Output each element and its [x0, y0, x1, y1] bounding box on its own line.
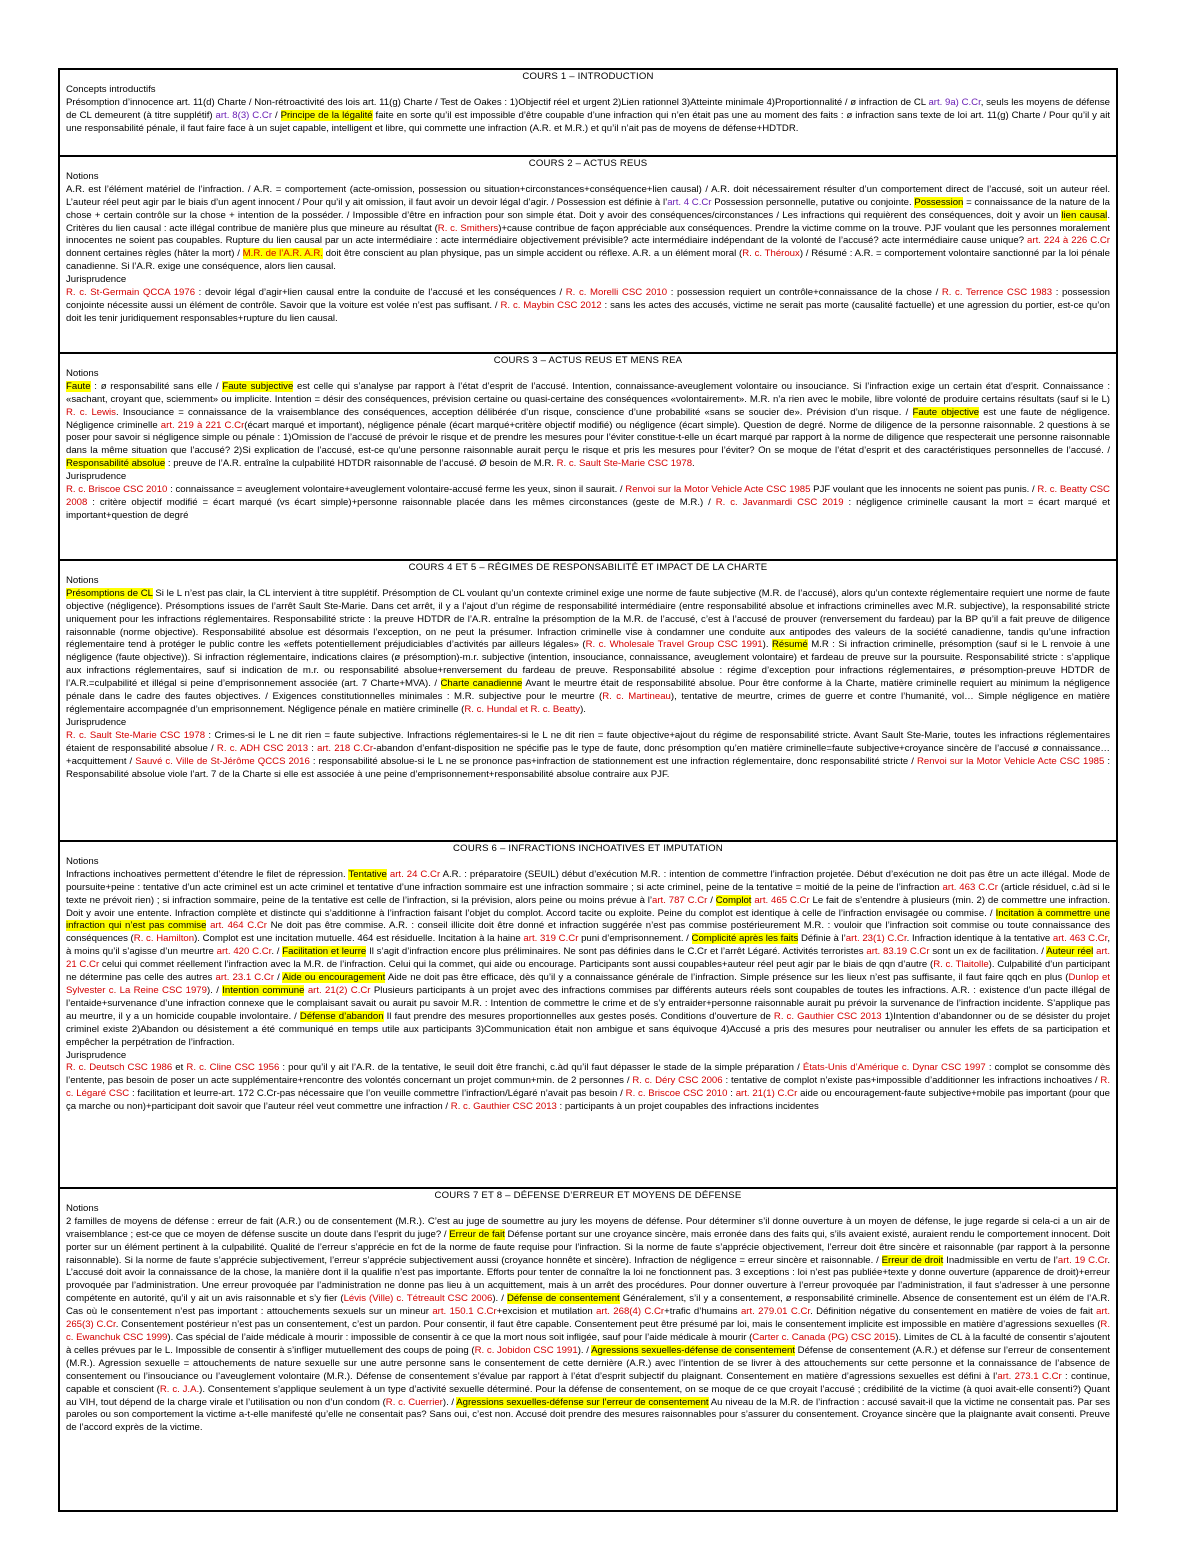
statute-reference: art. 4 C.Cr — [667, 196, 712, 208]
text-run: : sans les actes des accusés, victime ne serait pas morte (causalité factuelle) et une agression du portier, est-ce qu’on doit les tenir juridiquement responsables+rupture du lien causal. — [66, 299, 1110, 324]
case-reference: R. c. Théroux — [742, 248, 800, 260]
highlighted-term: Défense de consentement — [506, 1293, 620, 1305]
text-run: ). Culpabilité d’un participant ne détermine pas celle des autres — [66, 959, 1111, 984]
text-run: Au niveau de la M.R. de l’infraction : accusé savait-il que la victime ne consentait pas. Par ses paroles ou son comportement la victime a-t-elle manifesté qu’elle ne consentait pas? Sans oui, c’est non. Accusé doit prendre des mesures raisonnables pour s’assurer du consentement. Croyance sincère que la plaignante avait consenti. Preuve de l’accord exprès de la victime. — [66, 1396, 1111, 1434]
highlighted-term: Présomptions de CL — [66, 587, 153, 599]
course-section — [58, 352, 1118, 561]
case-reference: R. c. ADH CSC 2013 — [216, 742, 309, 754]
text-run: . Critères du lien causal : acte illégal contribue de manière plus que mineure au résultat ( — [66, 209, 1110, 234]
highlighted-term: Charte canadienne — [440, 678, 523, 690]
highlighted-term: Erreur de droit — [881, 1254, 944, 1266]
case-reference: art. 273.1 C.Cr — [997, 1370, 1062, 1382]
case-reference: R. c. Gauthier CSC 2013 — [450, 1101, 557, 1113]
text-run: 1)Intention d’abandonner ou de se désister du projet criminel existe 2)Abandon ou désistement a été communiqué en temps utile aux participants 3)Communication était non ambigue et sans équivoque 4)Accusé a pris des mesures pour neutraliser ou annuler les effets de sa participation et empêcher la perpétration de l’infraction. — [66, 1010, 1110, 1048]
case-reference: R. c. Sault Ste-Marie CSC 1978 — [556, 458, 693, 470]
case-reference: art. 319 C.Cr — [523, 933, 579, 945]
text-run: M.R : Si infraction criminelle, présomption (sauf si le L renvoie à une négligence (faute objective)). Si infraction réglementaire, indications claires (ø présomption)-m.r. subjective (intention, insouciance, connaissance, aveuglement volontaire) et fardeau de preuve sur la poursuite. Responsabilité stricte : s’applique aux infractions réglementaires, sauf si indication de m.r. ou responsabilité absolue+renversement du fardeau de preuve. Responsabilité absolue : régime d’exception pour infractions réglementaires, ø présomption-preuve HDTDR de l’A.R.=culpabilité et illégal si peine d’emprisonnement associée (art. 7 Charte+MVA). / — [66, 639, 1111, 690]
text-run: Il faut prendre des mesures proportionnelles aux gestes posés. Conditions d’ouverture de — [383, 1010, 774, 1022]
section-title: COURS 1 – INTRODUCTION — [522, 71, 654, 82]
case-reference: R. c. Briscoe CSC 2010 — [66, 484, 168, 496]
block-label: Concepts introductifs — [66, 83, 156, 95]
text-run: A.R. est l’élément matériel de l’infraction. / A.R. = comportement (acte-omission, possession ou situation+circonstances+conséquence+lien causal) / A.R. doit nécessairement résulter d’un comportement direct de l’accusé, soit un auteur réel. L’auteur réel peut agir par le biais d’un agent innocent / Pour qu’il y ait omission, il faut avoir un devoir légal d’agir. / Possession est définie à l’ — [66, 183, 1110, 208]
text-run: : devoir légal d’agir+lien causal entre la conduite de l’accusé et les conséquences / — [195, 287, 566, 299]
block-label: Jurisprudence — [66, 1049, 127, 1061]
block-label: Jurisprudence — [66, 274, 127, 286]
case-reference: art. 420 C.Cr — [216, 946, 272, 958]
case-reference: R. c. Jobidon CSC 1991 — [474, 1344, 578, 1356]
case-reference: art. 787 C.Cr — [652, 894, 708, 906]
text-run: ). / — [442, 1396, 457, 1408]
highlighted-term: Intention commune — [222, 984, 305, 996]
case-reference: Lévis (Ville) c. Tétreault CSC 2006 — [343, 1293, 493, 1305]
block-paragraph — [66, 730, 1110, 782]
text-run: : ø responsabilité sans elle / — [90, 380, 223, 392]
case-reference: Carter c. Canada (PG) CSC 2015 — [752, 1331, 896, 1343]
case-reference: art. 219 à 221 C.Cr — [160, 419, 245, 431]
text-run: Plusieurs participants à un projet avec des infractions commises par différents auteurs réels sont coupables de toutes les infractions. A.R. : existence d’un pacte illégal de l’entaide+survenance d’une infraction connexe que le complaisant savait ou aurait pu savoir M.R. : Intention de commettre le crime et de s’y entraider+personne raisonnable aurait pu prévoir la survenance de l’infraction incidente. S’applique pas au meurtre, il y a un homicide coupable involontaire. / — [66, 984, 1111, 1022]
highlighted-term: Incitation à commettre une infraction qui n’est pas commise — [66, 907, 1111, 932]
case-reference: R. c. Deutsch CSC 1986 — [66, 1062, 173, 1074]
text-run: Le fait de s’entendre à plusieurs (min. 2) de commettre une infraction. Doit y avoir une entente. Infraction complète et distincte qui s’additionne à l’infraction faisant l’objet du complot. Accord tacite ou exploite. Peine du complot est identique à celle de l’infraction envisagée ou commise. / — [66, 894, 1111, 919]
text-run: sont un ex de facilitation. / — [929, 946, 1047, 958]
text-run: , à moins qu’il s’agisse d’un meurtre — [66, 933, 1111, 958]
case-reference: R. c. Légaré CSC — [66, 1075, 1110, 1100]
text-run: faite en sorte qu’il est impossible d’être coupable d’une infraction qui n’en était pas une au moment des faits : ø infraction sans texte de loi art. 11(g) Charte / Pour qu’il y ait une responsabilité pénale, il faut faire face à un sujet capable, intelligent et libre, qui commette une infraction (A.R. et M.R.) et qu’il n’ait pas de moyens de défense+HDTDR. — [66, 109, 1111, 134]
block-label: Jurisprudence — [66, 716, 127, 728]
text-run: : critère objectif modifié = écart marqué (vs écart simple)+personne raisonnable placée dans les mêmes circonstances (geste de M.R.) / — [87, 496, 716, 508]
case-reference: art. 463 C.Cr — [942, 881, 998, 893]
course-section — [58, 1187, 1118, 1512]
case-reference: art. 224 à 226 C.Cr — [1027, 235, 1110, 247]
text-run: : complot se consomme dès l’entente, pas besoin de poser un acte supplémentaire+rencontre des volontés concernant un projet commun+min. de 2 personnes / — [66, 1062, 1110, 1087]
text-run: . Insouciance = connaissance de la vraisemblance des conséquences, acception délibérée d’un risque, conscience d’une probabilité «sans se soucier de». Prévision d’un risque. / — [115, 406, 913, 418]
text-run: Si le L n’est pas clair, la CL intervient à titre supplétif. Présomption de CL voulant qu’un contexte criminel exige une norme de faute subjective (M.R. de l’accusé), alors qu’un contexte réglementaire requiert une norme de faute objective (négligence). Présomptions issues de l’arrêt Sault Ste-Marie. Dans cet arrêt, il y a l’ajout d’un régime de responsabilité intermédiaire (entre responsabilité absolue et infractions criminelles avec M.R. subjective), la responsabilité stricte uniquement pour les infractions réglementaires. Responsabilité stricte : la preuve HDTDR de l’A.R. entraîne la présomption de la M.R. de l’accusé, c’est à l’accusé de prouver (renversement du fardeau) par la BP qu’il a fait preuve de diligence raisonnable (norme objective). Responsabilité absolue est désormais l’exception, on ne peut la présumer. Infraction criminelle vise à condamner une conduite aux antipodes des valeurs de la société canadienne, tandis qu’une infraction réglementaire tend à protéger le public contre les «effets potentiellement préjudiciables d’activités par ailleurs légales» ( — [66, 587, 1110, 651]
section-title: COURS 3 – ACTUS REUS ET MENS REA — [493, 355, 683, 366]
text-run: : négligence criminelle causant la mort = écart marqué et important+question de degré — [66, 496, 1111, 521]
highlighted-term: Complicité après les faits — [691, 933, 799, 945]
text-run: ) / Résumé : A.R. = comportement volontaire sanctionné par la loi pénale canadienne. Si l’A.R. exige une conséquence, alors lien causal. — [66, 248, 1111, 273]
highlighted-term: Agressions sexuelles-défense de consentement — [591, 1344, 795, 1356]
text-run: , seuls les moyens de défense de CL demeurent (à titre supplétif) — [66, 96, 1110, 121]
case-reference: R. c. Wholesale Travel Group CSC 1991 — [585, 639, 763, 651]
case-reference: Renvoi sur la Motor Vehicle Acte CSC 1985 — [916, 755, 1105, 767]
text-run: Infractions inchoatives permettent d’étendre le filet de répression. — [66, 868, 349, 880]
text-run: : tentative de complot n’existe pas+impossible d’additionner les infractions inchoatives / — [722, 1075, 1101, 1087]
case-reference: art. 268(4) C.Cr — [596, 1306, 665, 1318]
text-run: ). — [762, 639, 772, 651]
block-paragraph — [66, 287, 1110, 326]
case-reference: R. c. Tlaitolle — [933, 959, 989, 971]
case-reference: R. c. Beatty CSC 2008 — [66, 484, 1110, 508]
text-run: : possession conjointe nécessite aussi un élément de contrôle. Savoir que la voiture est volée n’est pas suffisant. / — [66, 287, 1110, 311]
highlighted-term: Facilitation et leurre — [282, 946, 367, 958]
text-run: est une faute de négligence. Négligence criminelle — [66, 406, 1110, 431]
text-run: Défense de consentement (A.R.) et défense sur l’erreur de consentement (M.R.). Agression sexuelle = attouchements de nature sexuelle sur une autre personne sans le consentement de cette dernière (A.R.) avec l’intention de se livrer à des attouchements sur cette personne et la connaissance de l’absence de consentement ou l’insouciance ou l’aveuglement volontaire (M.R.). Défense de consentement s’évalue par rapport à l’état d’esprit subjectif du plaignant. Consentement en matière d’agressions sexuelles est défini à l’ — [66, 1344, 1110, 1382]
course-section — [58, 155, 1118, 354]
case-reference: États-Unis d’Amérique c. Dynar CSC 1997 — [802, 1062, 986, 1074]
text-run: / — [707, 894, 716, 906]
text-run: (écart marqué et important), négligence pénale (écart marqué+critère objectif modifié) ou négligence (écart simple). Question de degré. Norme de diligence de la personne raisonnable. 2 questions à se poser pour savoir si négligence simple ou pénale : 1)Omission de l’accusé de prévoir le risque et de prendre les mesures pour l’éviter constitue-t-elle un écart marqué par rapport à la norme de diligence que respecterait une personne raisonnable dans la même situation que l’accusé? 2)Si explication de l’accusé, est-ce qu’une personne raisonnable aurait perçu le risque et pris les mesures pour l’éviter? On se moque de l’état d’esprit et des caractéristiques personnelles de l’accusé. / — [66, 419, 1110, 457]
case-reference: art. 150.1 C.Cr — [432, 1306, 497, 1318]
case-reference: Dunlop et Sylvester c. La Reine CSC 1979 — [66, 972, 1111, 996]
case-reference: R. c. Lewis — [66, 406, 116, 418]
case-reference: R. c. Maybin CSC 2012 — [500, 299, 602, 311]
text-run: (article résiduel, c.àd si le texte ne prévoit rien) ; si infraction sommaire, peine de la tentative est celle de l’infraction, si la prévision, alors peine ou moins prévue à l’ — [66, 881, 1110, 906]
case-reference: R. c. Briscoe CSC 2010 — [625, 1088, 728, 1100]
text-run: )+cause contribue de façon appréciable aux conséquences. Prendre la victime comme on la trouve. PJF voulant que les personnes moralement innocentes ne soient pas coupables. Rupture du lien causal par un acte intermédiaire : acte intermédiaire objectivement prévisible? acte intermédiaire indépendant de la volonté de l’accusé? acte intermédiaire cause unique? — [66, 222, 1111, 247]
text-run: aide ou encouragement-faute subjective+mobile pas important (pour que ça marche ou non)+participant doit savoir que l’auteur réel veut commettre une infraction / — [66, 1088, 1111, 1113]
text-run: doit être conscient au plan physique, pas un simple accident ou réflexe. A.R. a un élément moral ( — [322, 248, 743, 260]
text-run: celui qui commet réellement l’infraction avec la M.R. de l’infraction. Celui qui la commet, qui aide ou encourage. Participants sont aussi coupables+auteur réel peut agir par le biais de qqn d’autre ( — [99, 959, 934, 971]
highlighted-reference: M.R. de l’A.R. A.R. — [242, 248, 323, 260]
case-reference: art. 23.1 C.Cr — [215, 972, 275, 984]
case-reference: R. c. Martineau — [602, 691, 671, 703]
text-run: = connaissance de la nature de la chose + certain contrôle sur la chose + intention de la posséder. / Impossible d’être en infraction pour son simple état. Doit y avoir des conséquences/circonstances / Les infractions qui requièrent des conséquences, doit y avoir un — [66, 196, 1110, 221]
text-run: Aide ne doit pas être efficace, dès qu’il y a connaissance générale de l’infraction. Simple présence sur les lieux n’est pas suffisante, il faut faire qqch en plus ( — [385, 972, 1069, 984]
case-reference: art. 19 C.Cr — [1057, 1254, 1108, 1266]
case-reference: R. c. Cuerrier — [385, 1396, 443, 1408]
block-paragraph — [66, 484, 1110, 523]
statute-reference: art. 9a) C.Cr — [928, 96, 981, 108]
text-run: 2 familles de moyens de défense : erreur de fait (A.R.) ou de consentement (M.R.). C’est au juge de soumettre au jury les moyens de défense. Pour déterminer s’il donne ouverture à un moyen de défense, le juge regarde si cela-ci a un air de vraisemblance ; est-ce que ce moyen de défense suscite un doute dans l’esprit du juge? / — [66, 1215, 1110, 1240]
highlighted-term: Faute subjective — [222, 380, 294, 392]
text-run: . Infraction identique à la tentative — [906, 933, 1053, 945]
highlighted-term: Faute — [66, 380, 91, 392]
case-reference: art. 464 C.Cr — [210, 920, 267, 932]
course-section — [58, 68, 1118, 157]
text-run: : Responsabilité absolue viole l’art. 7 de la Charte si elle est associée à une peine d’emprisonnement+responsabilité absolue contraire aux PJF. — [66, 755, 1110, 780]
text-run: Définie à l’ — [798, 933, 846, 945]
text-run: ), tentative de meurtre, crimes de guerre et contre l’humanité, vol… Simple négligence en matière réglementaire accompagnée d’un emprisonnement. Négligence pénale en matière criminelle ( — [66, 691, 1110, 715]
text-run: : — [308, 742, 318, 754]
highlighted-term: Principe de la légalité — [280, 109, 373, 121]
case-reference: art. 83.19 C.Cr — [866, 946, 930, 958]
text-run: Avant le meurtre était de responsabilité absolue. Pour être conforme à la Charte, matière criminelle requiert au minimum la négligence pénale dans le cadre des fautes objectives. / Exigences constitutionnelles minimales : M.R. subjective pour le meurtre ( — [66, 678, 1110, 703]
text-run: donnent certaines règles (hâter la mort) / — [66, 248, 243, 260]
text-run: ). Cas spécial de l’aide médicale à mourir : impossible de consentir à ce que la mort nous soit infligée, sauf pour l’aide médicale à mourir ( — [167, 1331, 753, 1343]
case-reference: art. 24 C.Cr — [389, 868, 441, 880]
text-run: Possession personnelle, putative ou conjointe. — [711, 196, 915, 208]
course-summary-page — [58, 70, 1118, 1512]
block-paragraph — [66, 588, 1110, 717]
case-reference: art. 23(1) C.Cr — [845, 933, 907, 945]
case-reference: R. c. Déry CSC 2006 — [632, 1075, 723, 1087]
highlighted-term: Agressions sexuelles-défense sur l’erreur de consentement — [456, 1396, 709, 1408]
block-label: Notions — [66, 367, 99, 379]
text-run: puni d’emprisonnement. / — [578, 933, 692, 945]
text-run: Inadmissible en vertu de l’ — [943, 1254, 1058, 1266]
highlighted-term: Complot — [715, 894, 752, 906]
section-title: COURS 7 ET 8 – DÉFENSE D’ERREUR ET MOYENS DE DÉFENSE — [434, 1190, 742, 1201]
text-run: : responsabilité absolue-si le L ne se prononce pas+infraction de stationnement est une infraction réglementaire, donc responsabilité stricte / — [309, 755, 917, 767]
highlighted-term: Faute objective — [912, 406, 980, 418]
text-run: ). / — [577, 1344, 592, 1356]
block-paragraph — [66, 1216, 1110, 1435]
section-title: COURS 6 – INFRACTIONS INCHOATIVES ET IMPUTATION — [453, 843, 723, 854]
text-run: / — [272, 109, 281, 121]
case-reference: R. c. Smithers — [437, 222, 499, 234]
text-run: Ne doit pas être commise. A.R. : conseil illicite doit être donné et infraction suggérée n’est pas commise postérieurement M.R. : vouloir que l’infraction soit commise ou toute connaissance des conséquences ( — [66, 920, 1110, 945]
text-run: : connaissance = aveuglement volontaire+aveuglement volontaire-accusé ferme les yeux, sinon il saurait. / — [167, 484, 626, 496]
highlighted-term: Possession — [914, 196, 964, 208]
text-run: ). Limites de CL à la faculté de consentir s’ajoutent à celles prévues par le L. Impossible de consentir à s’infliger mutuellement des coups de poing ( — [66, 1331, 1110, 1356]
text-run: . Consentement postérieur n’est pas un consentement, c’est un pardon. Pour consentir, il faut être capable. Consentement peut être présumé par loi, mais le consentement implicite est impossible en matière d’agressions sexuelles ( — [115, 1319, 1101, 1331]
case-reference: Renvoi sur la Motor Vehicle Acte CSC 1985 — [625, 484, 811, 496]
case-reference: R. c. Gauthier CSC 2013 — [773, 1010, 882, 1022]
case-reference: R. c. St-Germain QCCA 1976 — [66, 287, 196, 299]
course-section — [58, 559, 1118, 842]
text-run: : continue, capable et conscient ( — [66, 1370, 1110, 1395]
highlighted-term: Responsabilité absolue — [66, 458, 166, 470]
text-run: PJF voulant que les innocents ne soient pas punis. / — [810, 484, 1038, 496]
case-reference: R. c. Ewanchuk CSC 1999 — [66, 1319, 1110, 1343]
text-run: Il s’agit d’infraction encore plus préliminaires. Ne sont pas définies dans le C.Cr et l’arrêt Légaré. Activités terroristes — [366, 946, 867, 958]
text-run: ). Complot est une incitation mutuelle. 464 est résiduelle. Incitation à la haine — [194, 933, 524, 945]
block-paragraph — [66, 184, 1110, 274]
text-run: -abandon d’enfant-disposition ne spécifie pas le type de faute, donc présomption qu’en matière criminelle=faute subjective+croyance sincère de l’accusé ø connaissance…+acquittement / — [66, 742, 1111, 767]
highlighted-term: Résumé — [771, 639, 808, 651]
section-title: COURS 2 – ACTUS REUS — [528, 158, 648, 169]
text-run: est celle qui s’analyse par rapport à l’état d’esprit de l’accusé. Intention, connaissance-aveuglement volontaire ou insouciance. Si l’infraction exige un certain état d’esprit. Connaissance : «sachant, croyant que, sciemment» ou implicite. Intention = désir des conséquences, prévision certaine ou quasi-certaine des conséquences «volontairement». M.R. n’a rien avec le mobile, libre volonté de produire certains résultats (sauf si le L) — [66, 380, 1111, 405]
case-reference: R. c. Sault Ste-Marie CSC 1978 — [66, 729, 206, 741]
highlighted-term: Aide ou encouragement — [282, 972, 386, 984]
text-run: et — [172, 1062, 187, 1074]
case-reference: art. 21 C.Cr — [66, 946, 1111, 971]
text-run: / — [274, 972, 283, 984]
case-reference: R. c. Terrence CSC 1983 — [941, 287, 1053, 299]
text-run: . Définition négative du consentement en matière de voies de fait — [810, 1306, 1097, 1318]
highlighted-term: lien causal — [1061, 209, 1108, 221]
text-run: : preuve de l’A.R. entraîne la culpabilité HDTDR raisonnable de l’accusé. Ø besoin de M.R. — [165, 458, 557, 470]
text-run: ). Consentement s’applique seulement à un type d’activité sexuelle déterminé. Pour la défense de consentement, on se moque de ce que croyait l’accusé ; crédibilité de la victime (à quoi avait-elle consenti?) Quant au VIH, tout dépend de la charge virale et l’utilisation ou non d’un condom ( — [66, 1383, 1110, 1408]
text-run: . L’accusé doit avoir la connaissance de la chose, la manière dont il la qualifie n’est pas importante. Efforts pour tenter de connaître la loi ne fonctionnent pas. 3 exceptions : loi n’est pas publiée+texte y donne ouverture (apparence de droit)+erreur provoquée par l’administration. Une erreur provoquée par l’administration ne donne pas lieu à un acquittement, mais à un arrêt des procédures. Pour donner ouverture à l’erreur provoquée par l’administration, il faut s’adresser à une personne compétente en autorité, qu’il y ait un avis raisonnable et s’y fier ( — [66, 1254, 1110, 1305]
text-run: +trafic d’humains — [664, 1306, 741, 1318]
block-label: Jurisprudence — [66, 471, 127, 483]
text-run: ). — [580, 703, 586, 715]
text-run: Présomption d’innocence art. 11(d) Charte / Non-rétroactivité des lois art. 11(g) Charte / Test de Oakes : 1)Objectif réel et urgent 2)Lien rationnel 3)Atteinte minimale 4)Proportionnalité / ø infraction de CL — [66, 96, 929, 108]
text-run: Défense portant sur une croyance sincère, mais erronée dans des faits qui, s’ils avaient existé, auraient rendu le comportement innocent. Doit porter sur un élément pertinent à la culpabilité. Qualité de l’erreur s’apprécie en fct de la norme de faute requise pour l’infraction. Si la norme de faute s’apprécie objectivement, l’erreur doit être sincère et raisonnable (par rapport à la personne raisonnable). Si la norme de faute s’apprécie subjectivement, l’erreur s’apprécie subjectivement aussi (croyance honnête et sincère). Infraction de négligence = erreur sincère et raisonnable. / — [66, 1228, 1110, 1266]
case-reference: art. 265(3) C.Cr — [66, 1306, 1110, 1331]
text-run: Généralement, s’il y a consentement, ø responsabilité criminelle. Absence de consentement est un élém de l’A.R. Cas où le consentement n’est pas important : attouchements sexuels sur un mineur — [66, 1293, 1110, 1318]
highlighted-term: Défense d’abandon — [299, 1010, 384, 1022]
case-reference: R. c. Hundal et R. c. Beatty — [464, 703, 581, 715]
case-reference: art. 463 C.Cr — [1052, 933, 1108, 945]
text-run: : Crimes-si le L ne dit rien = faute subjective. Infractions réglementaires-si le L ne dit rien = faute objective+ajout du régime de responsabilité stricte. Avant Sault Ste-Marie, toutes les infractions réglementaires étaient de responsabilité absolue / — [66, 729, 1110, 754]
block-label: Notions — [66, 855, 99, 867]
statute-reference: art. 8(3) C.Cr — [215, 109, 273, 121]
case-reference: art. 21(2) C.Cr — [307, 984, 371, 996]
case-reference: art. 465 C.Cr — [754, 894, 810, 906]
text-run: +excision et mutilation — [496, 1306, 597, 1318]
text-run: . / — [271, 946, 283, 958]
block-label: Notions — [66, 1202, 99, 1214]
case-reference: R. c. Morelli CSC 2010 — [565, 287, 668, 299]
text-run: : — [727, 1088, 736, 1100]
text-run: : pour qu’il y ait l’A.R. de la tentative, le seuil doit être franchi, c.àd qu’il faut dépasser le stade de la simple préparation / — [279, 1062, 803, 1074]
block-paragraph — [66, 1062, 1110, 1114]
text-run: ). / — [206, 984, 223, 996]
text-run: A.R. : préparatoire (SEUIL) début d’exécution M.R. : intention de commettre l’infraction projetée. Début d’exécution ne doit pas être un acte illégal. Mode de poursuite+peine : tentative d’un acte criminel est un acte criminel et tentative d’une infraction sommaire est une infraction sommaire ; si acte criminel, peine de la tentative = moitié de la peine de l’infraction — [66, 868, 1110, 893]
highlighted-term: Erreur de fait — [449, 1228, 505, 1240]
highlighted-term: Tentative — [348, 868, 387, 880]
highlighted-term: Auteur réel — [1046, 946, 1094, 958]
course-section — [58, 840, 1118, 1189]
block-paragraph — [66, 869, 1110, 1050]
case-reference: R. c. Cline CSC 1956 — [186, 1062, 280, 1074]
case-reference: art. 218 C.Cr — [317, 742, 374, 754]
block-label: Notions — [66, 170, 99, 182]
text-run: . — [692, 458, 695, 470]
text-run: ). / — [492, 1293, 507, 1305]
section-title: COURS 4 ET 5 – RÉGIMES DE RESPONSABILITÉ ET IMPACT DE LA CHARTE — [408, 562, 768, 573]
case-reference: R. c. J.A. — [159, 1383, 200, 1395]
text-run: : facilitation et leurre-art. 172 C.Cr-pas nécessaire que l’on veuille commettre l’infraction/Légaré n’avait pas besoin / — [129, 1088, 626, 1100]
case-reference: R. c. Hamilton — [133, 933, 195, 945]
block-label: Notions — [66, 574, 99, 586]
block-paragraph — [66, 97, 1110, 136]
text-run: : participants à un projet coupables des infractions incidentes — [556, 1101, 819, 1113]
case-reference: art. 279.01 C.Cr — [740, 1306, 811, 1318]
case-reference: R. c. Javanmardi CSC 2019 — [715, 496, 844, 508]
case-reference: art. 21(1) C.Cr — [735, 1088, 798, 1100]
block-paragraph — [66, 381, 1110, 471]
text-run: : possession requiert un contrôle+connaissance de la chose / — [667, 287, 942, 299]
case-reference: Sauvé c. Ville de St-Jérôme QCCS 2016 — [135, 755, 310, 767]
